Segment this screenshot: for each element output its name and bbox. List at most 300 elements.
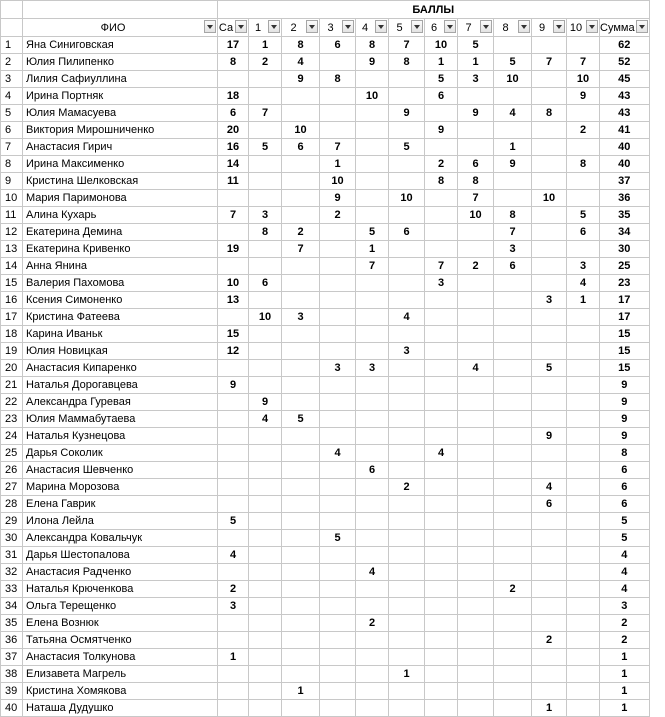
score-cell[interactable]: 1 [282, 683, 320, 700]
row-number[interactable]: 7 [1, 139, 23, 156]
score-cell[interactable]: 4 [425, 445, 458, 462]
score-cell[interactable] [494, 428, 532, 445]
score-cell[interactable] [249, 564, 282, 581]
participant-name[interactable]: Виктория Мирошниченко [23, 122, 218, 139]
score-cell[interactable] [567, 326, 600, 343]
score-cell[interactable]: 3 [320, 360, 356, 377]
score-cell[interactable] [567, 564, 600, 581]
score-cell[interactable] [532, 71, 567, 88]
score-cell[interactable] [425, 479, 458, 496]
score-cell[interactable] [458, 683, 494, 700]
score-cell[interactable]: 5 [567, 207, 600, 224]
score-cell[interactable] [320, 343, 356, 360]
filter-dropdown-icon[interactable] [375, 20, 387, 33]
score-cell[interactable] [356, 496, 389, 513]
participant-name[interactable]: Наталья Крюченкова [23, 581, 218, 598]
score-cell[interactable] [218, 530, 249, 547]
score-cell[interactable]: 9 [218, 377, 249, 394]
score-cell[interactable]: 1 [356, 241, 389, 258]
score-cell[interactable] [494, 479, 532, 496]
participant-name[interactable]: Татьяна Осмятченко [23, 632, 218, 649]
score-cell[interactable]: 3 [458, 71, 494, 88]
score-cell[interactable] [567, 700, 600, 717]
participant-name[interactable]: Юлия Мамасуева [23, 105, 218, 122]
participant-name[interactable]: Александра Ковальчук [23, 530, 218, 547]
row-number[interactable]: 29 [1, 513, 23, 530]
score-cell[interactable] [320, 292, 356, 309]
sum-cell[interactable]: 62 [600, 37, 650, 54]
row-number[interactable]: 8 [1, 156, 23, 173]
score-cell[interactable] [320, 496, 356, 513]
participant-name[interactable]: Марина Морозова [23, 479, 218, 496]
sum-cell[interactable]: 1 [600, 666, 650, 683]
score-cell[interactable] [458, 326, 494, 343]
filter-dropdown-icon[interactable] [268, 20, 280, 33]
row-number[interactable]: 14 [1, 258, 23, 275]
score-cell[interactable] [282, 394, 320, 411]
header-8[interactable]: 8 [494, 19, 532, 37]
sum-cell[interactable]: 30 [600, 241, 650, 258]
score-cell[interactable] [218, 360, 249, 377]
header-2[interactable]: 2 [282, 19, 320, 37]
score-cell[interactable] [356, 292, 389, 309]
score-cell[interactable]: 8 [218, 54, 249, 71]
score-cell[interactable] [532, 683, 567, 700]
score-cell[interactable]: 5 [425, 71, 458, 88]
score-cell[interactable] [425, 513, 458, 530]
score-cell[interactable] [532, 156, 567, 173]
score-cell[interactable] [282, 190, 320, 207]
score-cell[interactable] [567, 173, 600, 190]
score-cell[interactable]: 2 [458, 258, 494, 275]
row-number[interactable]: 13 [1, 241, 23, 258]
filter-dropdown-icon[interactable] [553, 20, 565, 33]
sum-cell[interactable]: 43 [600, 88, 650, 105]
score-cell[interactable]: 9 [567, 88, 600, 105]
participant-name[interactable]: Ольга Терещенко [23, 598, 218, 615]
score-cell[interactable] [320, 700, 356, 717]
score-cell[interactable] [494, 173, 532, 190]
score-cell[interactable] [218, 666, 249, 683]
score-cell[interactable] [425, 564, 458, 581]
sum-cell[interactable]: 25 [600, 258, 650, 275]
score-cell[interactable] [425, 666, 458, 683]
row-number[interactable]: 36 [1, 632, 23, 649]
score-cell[interactable] [356, 309, 389, 326]
participant-name[interactable]: Дарья Шестопалова [23, 547, 218, 564]
score-cell[interactable]: 5 [494, 54, 532, 71]
filter-dropdown-icon[interactable] [306, 20, 318, 33]
score-cell[interactable]: 6 [356, 462, 389, 479]
score-cell[interactable]: 9 [425, 122, 458, 139]
participant-name[interactable]: Илона Лейла [23, 513, 218, 530]
score-cell[interactable] [282, 292, 320, 309]
score-cell[interactable] [458, 615, 494, 632]
score-cell[interactable]: 7 [356, 258, 389, 275]
row-number[interactable]: 31 [1, 547, 23, 564]
score-cell[interactable] [567, 615, 600, 632]
filter-dropdown-icon[interactable] [586, 20, 598, 33]
score-cell[interactable]: 6 [218, 105, 249, 122]
score-cell[interactable]: 13 [218, 292, 249, 309]
score-cell[interactable] [282, 360, 320, 377]
score-cell[interactable]: 10 [567, 71, 600, 88]
score-cell[interactable] [532, 377, 567, 394]
score-cell[interactable] [282, 88, 320, 105]
score-cell[interactable] [320, 547, 356, 564]
score-cell[interactable] [458, 292, 494, 309]
score-cell[interactable] [282, 649, 320, 666]
score-cell[interactable] [494, 377, 532, 394]
row-number[interactable]: 5 [1, 105, 23, 122]
sum-cell[interactable]: 2 [600, 615, 650, 632]
participant-name[interactable]: Наталья Дорогавцева [23, 377, 218, 394]
score-cell[interactable] [356, 343, 389, 360]
score-cell[interactable] [458, 462, 494, 479]
score-cell[interactable]: 1 [425, 54, 458, 71]
row-number[interactable]: 24 [1, 428, 23, 445]
score-cell[interactable] [425, 649, 458, 666]
row-number[interactable]: 23 [1, 411, 23, 428]
score-cell[interactable] [356, 122, 389, 139]
score-cell[interactable] [567, 513, 600, 530]
filter-dropdown-icon[interactable] [518, 20, 530, 33]
header-7[interactable]: 7 [458, 19, 494, 37]
score-cell[interactable] [458, 547, 494, 564]
sum-cell[interactable]: 17 [600, 292, 650, 309]
participant-name[interactable]: Александра Гуревая [23, 394, 218, 411]
score-cell[interactable]: 8 [494, 207, 532, 224]
sum-cell[interactable]: 40 [600, 139, 650, 156]
score-cell[interactable] [425, 581, 458, 598]
score-cell[interactable] [356, 394, 389, 411]
score-cell[interactable] [458, 700, 494, 717]
participant-name[interactable]: Карина Иваньк [23, 326, 218, 343]
score-cell[interactable] [320, 54, 356, 71]
score-cell[interactable]: 2 [282, 224, 320, 241]
score-cell[interactable] [218, 411, 249, 428]
score-cell[interactable] [282, 530, 320, 547]
score-cell[interactable] [458, 377, 494, 394]
score-cell[interactable]: 4 [458, 360, 494, 377]
score-cell[interactable] [389, 411, 425, 428]
score-cell[interactable]: 10 [249, 309, 282, 326]
score-cell[interactable] [389, 326, 425, 343]
score-cell[interactable] [389, 88, 425, 105]
filter-dropdown-icon[interactable] [235, 20, 247, 33]
score-cell[interactable]: 4 [218, 547, 249, 564]
score-cell[interactable]: 4 [532, 479, 567, 496]
score-cell[interactable]: 1 [249, 37, 282, 54]
score-cell[interactable] [532, 88, 567, 105]
score-cell[interactable] [320, 411, 356, 428]
score-cell[interactable] [389, 394, 425, 411]
participant-name[interactable]: Кристина Шелковская [23, 173, 218, 190]
score-cell[interactable] [458, 496, 494, 513]
score-cell[interactable] [389, 445, 425, 462]
score-cell[interactable] [356, 666, 389, 683]
score-cell[interactable] [356, 71, 389, 88]
score-cell[interactable] [494, 88, 532, 105]
score-cell[interactable] [494, 513, 532, 530]
score-cell[interactable] [532, 581, 567, 598]
score-cell[interactable]: 6 [567, 224, 600, 241]
score-cell[interactable] [249, 258, 282, 275]
sum-cell[interactable]: 34 [600, 224, 650, 241]
score-cell[interactable] [282, 513, 320, 530]
score-cell[interactable] [458, 275, 494, 292]
score-cell[interactable] [458, 241, 494, 258]
row-number[interactable]: 4 [1, 88, 23, 105]
score-cell[interactable] [389, 292, 425, 309]
score-cell[interactable] [320, 564, 356, 581]
score-cell[interactable]: 4 [282, 54, 320, 71]
score-cell[interactable]: 8 [282, 37, 320, 54]
row-number[interactable]: 22 [1, 394, 23, 411]
score-cell[interactable]: 7 [494, 224, 532, 241]
score-cell[interactable] [494, 666, 532, 683]
participant-name[interactable]: Анастасия Шевченко [23, 462, 218, 479]
score-cell[interactable]: 12 [218, 343, 249, 360]
score-cell[interactable] [494, 462, 532, 479]
score-cell[interactable] [532, 326, 567, 343]
row-number[interactable]: 39 [1, 683, 23, 700]
score-cell[interactable]: 6 [494, 258, 532, 275]
score-cell[interactable] [532, 139, 567, 156]
participant-name[interactable]: Кристина Фатеева [23, 309, 218, 326]
score-cell[interactable] [282, 343, 320, 360]
score-cell[interactable] [320, 105, 356, 122]
score-cell[interactable] [425, 360, 458, 377]
row-number[interactable]: 35 [1, 615, 23, 632]
sum-cell[interactable]: 4 [600, 564, 650, 581]
score-cell[interactable] [218, 462, 249, 479]
score-cell[interactable] [320, 241, 356, 258]
filter-dropdown-icon[interactable] [342, 20, 354, 33]
participant-name[interactable]: Ирина Портняк [23, 88, 218, 105]
row-number[interactable]: 18 [1, 326, 23, 343]
score-cell[interactable] [458, 513, 494, 530]
score-cell[interactable]: 6 [532, 496, 567, 513]
sum-cell[interactable]: 40 [600, 156, 650, 173]
score-cell[interactable] [218, 309, 249, 326]
sum-cell[interactable]: 6 [600, 496, 650, 513]
score-cell[interactable] [218, 428, 249, 445]
participant-name[interactable]: Наталья Кузнецова [23, 428, 218, 445]
score-cell[interactable] [425, 428, 458, 445]
score-cell[interactable] [567, 428, 600, 445]
row-number[interactable]: 3 [1, 71, 23, 88]
score-cell[interactable]: 7 [567, 54, 600, 71]
score-cell[interactable]: 8 [532, 105, 567, 122]
score-cell[interactable] [356, 632, 389, 649]
score-cell[interactable] [389, 360, 425, 377]
score-cell[interactable] [282, 581, 320, 598]
score-cell[interactable] [218, 564, 249, 581]
score-cell[interactable] [425, 598, 458, 615]
score-cell[interactable] [389, 122, 425, 139]
sum-cell[interactable]: 6 [600, 479, 650, 496]
score-cell[interactable]: 4 [494, 105, 532, 122]
score-cell[interactable] [567, 666, 600, 683]
score-cell[interactable]: 7 [458, 190, 494, 207]
score-cell[interactable]: 18 [218, 88, 249, 105]
score-cell[interactable]: 3 [494, 241, 532, 258]
score-cell[interactable] [567, 37, 600, 54]
score-cell[interactable] [458, 343, 494, 360]
score-cell[interactable] [532, 37, 567, 54]
row-number[interactable]: 16 [1, 292, 23, 309]
score-cell[interactable]: 3 [249, 207, 282, 224]
score-cell[interactable]: 3 [532, 292, 567, 309]
score-cell[interactable]: 4 [356, 564, 389, 581]
score-cell[interactable]: 4 [567, 275, 600, 292]
score-cell[interactable] [389, 156, 425, 173]
score-cell[interactable] [282, 377, 320, 394]
score-cell[interactable] [249, 156, 282, 173]
sum-cell[interactable]: 9 [600, 377, 650, 394]
sum-cell[interactable]: 9 [600, 394, 650, 411]
score-cell[interactable] [458, 139, 494, 156]
score-cell[interactable] [282, 666, 320, 683]
score-cell[interactable] [356, 547, 389, 564]
score-cell[interactable] [356, 649, 389, 666]
score-cell[interactable]: 11 [218, 173, 249, 190]
score-cell[interactable]: 2 [356, 615, 389, 632]
score-cell[interactable] [532, 411, 567, 428]
score-cell[interactable] [356, 700, 389, 717]
score-cell[interactable] [249, 71, 282, 88]
score-cell[interactable] [532, 224, 567, 241]
score-cell[interactable] [282, 105, 320, 122]
score-cell[interactable] [425, 530, 458, 547]
score-cell[interactable] [218, 445, 249, 462]
score-cell[interactable] [356, 190, 389, 207]
score-cell[interactable] [494, 122, 532, 139]
score-cell[interactable] [320, 224, 356, 241]
participant-name[interactable]: Екатерина Демина [23, 224, 218, 241]
score-cell[interactable] [532, 275, 567, 292]
filter-dropdown-icon[interactable] [204, 20, 216, 33]
header-10[interactable]: 10 [567, 19, 600, 37]
score-cell[interactable] [389, 581, 425, 598]
score-cell[interactable] [494, 190, 532, 207]
score-cell[interactable]: 10 [494, 71, 532, 88]
participant-name[interactable]: Валерия Пахомова [23, 275, 218, 292]
score-cell[interactable]: 10 [532, 190, 567, 207]
score-cell[interactable]: 7 [389, 37, 425, 54]
score-cell[interactable] [320, 275, 356, 292]
participant-name[interactable]: Кристина Хомякова [23, 683, 218, 700]
row-number[interactable]: 27 [1, 479, 23, 496]
score-cell[interactable] [320, 598, 356, 615]
score-cell[interactable] [356, 139, 389, 156]
score-cell[interactable] [458, 581, 494, 598]
score-cell[interactable] [425, 615, 458, 632]
score-cell[interactable]: 9 [389, 105, 425, 122]
participant-name[interactable]: Яна Синиговская [23, 37, 218, 54]
score-cell[interactable]: 8 [458, 173, 494, 190]
row-number[interactable]: 33 [1, 581, 23, 598]
score-cell[interactable] [567, 581, 600, 598]
score-cell[interactable] [389, 428, 425, 445]
score-cell[interactable] [494, 411, 532, 428]
score-cell[interactable] [249, 649, 282, 666]
participant-name[interactable]: Юлия Новицкая [23, 343, 218, 360]
header-sum[interactable]: Сумма [600, 19, 650, 37]
score-cell[interactable]: 2 [532, 632, 567, 649]
sum-cell[interactable]: 5 [600, 513, 650, 530]
score-cell[interactable] [249, 547, 282, 564]
score-cell[interactable] [356, 445, 389, 462]
score-cell[interactable] [282, 615, 320, 632]
score-cell[interactable] [282, 700, 320, 717]
score-cell[interactable] [494, 547, 532, 564]
score-cell[interactable] [320, 666, 356, 683]
row-number[interactable]: 1 [1, 37, 23, 54]
score-cell[interactable] [425, 683, 458, 700]
score-cell[interactable]: 5 [320, 530, 356, 547]
score-cell[interactable] [458, 88, 494, 105]
score-cell[interactable] [320, 513, 356, 530]
header-5[interactable]: 5 [389, 19, 425, 37]
score-cell[interactable] [425, 326, 458, 343]
score-cell[interactable] [567, 649, 600, 666]
sum-cell[interactable]: 8 [600, 445, 650, 462]
sum-cell[interactable]: 52 [600, 54, 650, 71]
score-cell[interactable] [494, 309, 532, 326]
score-cell[interactable]: 1 [494, 139, 532, 156]
participant-name[interactable]: Дарья Соколик [23, 445, 218, 462]
row-number[interactable]: 25 [1, 445, 23, 462]
score-cell[interactable] [494, 649, 532, 666]
sum-cell[interactable]: 3 [600, 598, 650, 615]
row-number[interactable]: 26 [1, 462, 23, 479]
score-cell[interactable]: 6 [425, 88, 458, 105]
score-cell[interactable] [282, 207, 320, 224]
score-cell[interactable] [389, 207, 425, 224]
score-cell[interactable] [249, 513, 282, 530]
score-cell[interactable] [532, 598, 567, 615]
score-cell[interactable]: 1 [218, 649, 249, 666]
score-cell[interactable] [458, 224, 494, 241]
score-cell[interactable] [425, 496, 458, 513]
score-cell[interactable] [532, 309, 567, 326]
score-cell[interactable] [389, 598, 425, 615]
score-cell[interactable] [218, 190, 249, 207]
score-cell[interactable]: 9 [320, 190, 356, 207]
score-cell[interactable] [282, 275, 320, 292]
score-cell[interactable] [282, 326, 320, 343]
score-cell[interactable] [389, 530, 425, 547]
participant-name[interactable]: Анна Янина [23, 258, 218, 275]
score-cell[interactable] [218, 394, 249, 411]
score-cell[interactable]: 14 [218, 156, 249, 173]
header-6[interactable]: 6 [425, 19, 458, 37]
score-cell[interactable] [249, 530, 282, 547]
sum-cell[interactable]: 2 [600, 632, 650, 649]
score-cell[interactable]: 2 [425, 156, 458, 173]
score-cell[interactable] [458, 122, 494, 139]
participant-name[interactable]: Лилия Сафиуллина [23, 71, 218, 88]
score-cell[interactable] [532, 666, 567, 683]
score-cell[interactable] [425, 139, 458, 156]
score-cell[interactable]: 3 [389, 343, 425, 360]
score-cell[interactable]: 2 [249, 54, 282, 71]
score-cell[interactable]: 1 [567, 292, 600, 309]
score-cell[interactable] [389, 462, 425, 479]
score-cell[interactable] [389, 513, 425, 530]
